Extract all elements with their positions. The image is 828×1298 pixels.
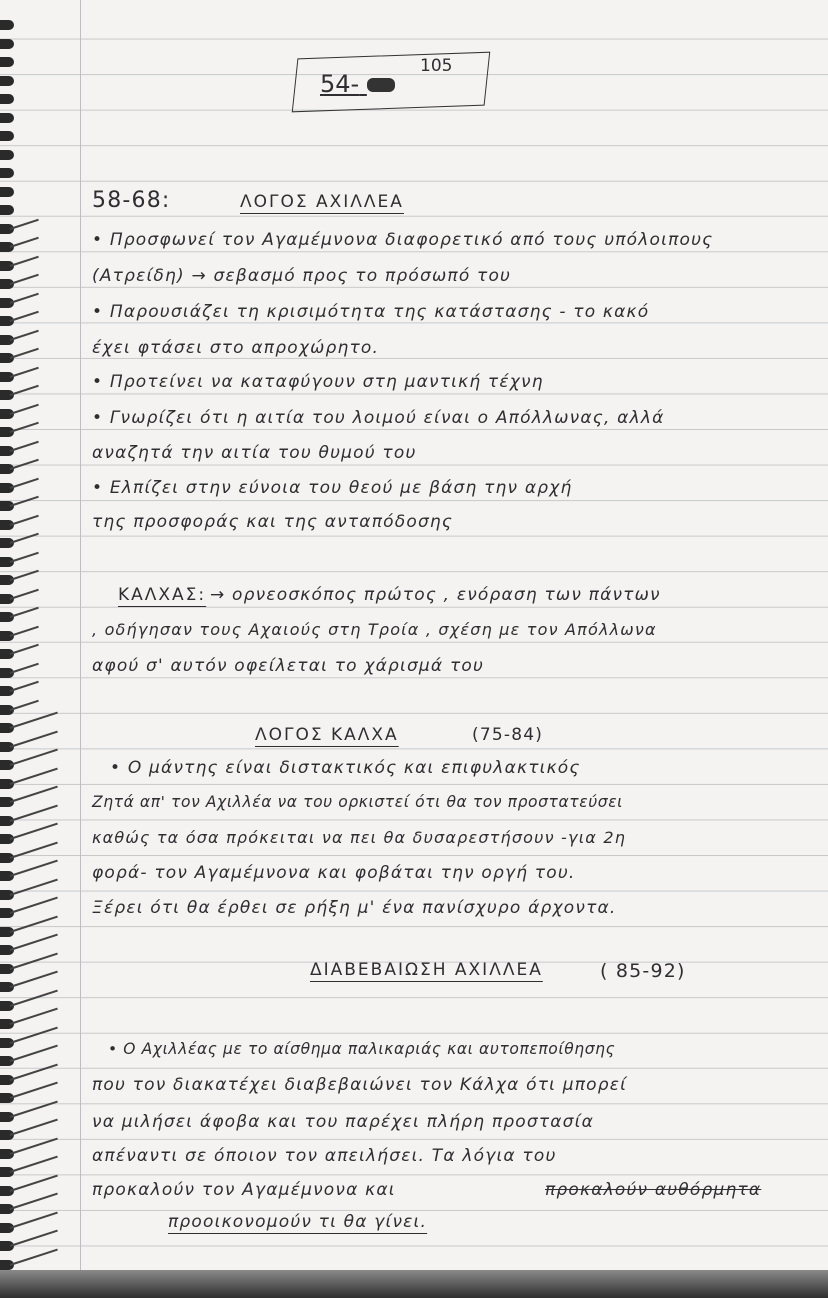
spiral-wire — [10, 237, 39, 248]
spiral-wire — [10, 730, 58, 747]
scribbled-out-number — [367, 78, 395, 92]
spiral-wire — [10, 662, 39, 673]
spiral-wire — [10, 878, 58, 895]
spiral-wire — [10, 841, 58, 858]
table-surface — [0, 1270, 828, 1298]
spiral-wire — [10, 514, 39, 525]
note-line: αφού σ' αυτόν οφείλεται το χάρισμά του — [92, 656, 485, 676]
spiral-wire — [10, 749, 58, 766]
spiral-wire — [10, 1156, 58, 1173]
spiral-wire — [10, 292, 39, 303]
note-line: έχει φτάσει στο απροχώρητο. — [92, 338, 380, 358]
spiral-wire — [10, 459, 39, 470]
spiral-hole — [0, 187, 14, 197]
spiral-wire — [10, 329, 39, 340]
section-heading: ΛΟΓΟΣ ΚΑΛΧΑ — [255, 725, 399, 745]
struck-out-text: προκαλούν αυθόρμητα — [545, 1180, 762, 1200]
section-lines-range: (75-84) — [472, 725, 544, 745]
spiral-wire — [10, 385, 39, 396]
spiral-wire — [10, 311, 39, 322]
note-line: • Ο Αχιλλέας με το αίσθημα παλικαριάς και αυτοπεποίθησης — [108, 1040, 616, 1058]
spiral-wire — [10, 255, 39, 266]
spiral-hole — [0, 76, 14, 86]
spiral-wire — [10, 786, 58, 803]
section-lines-range: ( 85-92) — [600, 960, 686, 982]
spiral-wire — [10, 348, 39, 359]
spiral-wire — [10, 1174, 58, 1191]
note-line: Ξέρει ότι θα έρθει σε ρήξη μ' ένα πανίσχυρο άρχοντα. — [92, 898, 617, 918]
spiral-hole — [0, 168, 14, 178]
section-lines-number: 58-68: — [92, 188, 171, 213]
page-range-end: 105 — [420, 56, 453, 76]
note-line: της προσφοράς και της ανταπόδοσης — [92, 512, 454, 532]
spiral-wire — [10, 989, 58, 1006]
spiral-wire — [10, 1045, 58, 1062]
note-line: Ζητά απ' τον Αχιλλέα να του ορκιστεί ότι θα τον προστατεύσει — [92, 793, 624, 811]
spiral-wire — [10, 712, 58, 729]
spiral-hole — [0, 113, 14, 123]
spiral-wire — [10, 971, 58, 988]
spiral-wire — [10, 403, 39, 414]
spiral-wire — [10, 1230, 58, 1247]
note-line: , οδήγησαν τους Αχαιούς στη Τροία , σχέση με τον Απόλλωνα — [92, 620, 657, 639]
spiral-wire — [10, 607, 39, 618]
section-heading: ΚΑΛΧΑΣ: — [118, 585, 207, 605]
spiral-wire — [10, 477, 39, 488]
page-range-start: 54- — [320, 70, 395, 98]
spiral-hole — [0, 94, 14, 104]
spiral-hole — [0, 131, 14, 141]
spiral-wire — [10, 1137, 58, 1154]
spiral-wire — [10, 1248, 58, 1265]
spiral-wire — [10, 422, 39, 433]
spiral-wire — [10, 570, 39, 581]
margin-line — [80, 0, 81, 1270]
spiral-wire — [10, 897, 58, 914]
note-line: (Ατρείδη) → σεβασμό προς το πρόσωπό του — [92, 266, 512, 286]
spiral-wire — [10, 496, 39, 507]
note-line: φορά- τον Αγαμέμνονα και φοβάται την οργή του. — [92, 863, 576, 883]
spiral-hole — [0, 57, 14, 67]
spiral-wire — [10, 1211, 58, 1228]
spiral-wire — [10, 533, 39, 544]
spiral-binding — [0, 20, 60, 1270]
spiral-wire — [10, 1100, 58, 1117]
spiral-wire — [10, 860, 58, 877]
note-line: • Προτείνει να καταφύγουν στη μαντική τέχνη — [92, 372, 544, 392]
spiral-wire — [10, 1119, 58, 1136]
spiral-hole — [0, 39, 14, 49]
note-line: → ορνεοσκόπος πρώτος , ενόραση των πάντων — [210, 585, 661, 605]
section-heading: ΛΟΓΟΣ ΑΧΙΛΛΕΑ — [240, 192, 404, 212]
spiral-wire — [10, 1193, 58, 1210]
note-line: • Προσφωνεί τον Αγαμέμνονα διαφορετικό από τους υπόλοιπους — [92, 230, 714, 250]
note-line: αναζητά την αιτία του θυμού του — [92, 443, 417, 463]
spiral-wire — [10, 699, 39, 710]
note-line: να μιλήσει άφοβα και του παρέχει πλήρη προστασία — [92, 1112, 595, 1132]
note-line: • Ο μάντης είναι διστακτικός και επιφυλακτικός — [110, 758, 581, 778]
spiral-wire — [10, 952, 58, 969]
note-line: προοικονομούν τι θα γίνει. — [168, 1212, 428, 1232]
spiral-wire — [10, 274, 39, 285]
note-line: καθώς τα όσα πρόκειται να πει θα δυσαρεστήσουν -για 2η — [92, 828, 627, 847]
note-line: • Γνωρίζει ότι η αιτία του λοιμού είναι ο Απόλλωνας, αλλά — [92, 408, 665, 428]
spiral-wire — [10, 1082, 58, 1099]
section-heading: ΔΙΑΒΕΒΑΙΩΣΗ ΑΧΙΛΛΕΑ — [310, 960, 543, 980]
spiral-wire — [10, 588, 39, 599]
spiral-hole — [0, 205, 14, 215]
spiral-wire — [10, 1026, 58, 1043]
spiral-wire — [10, 823, 58, 840]
spiral-wire — [10, 218, 39, 229]
note-line: • Παρουσιάζει τη κρισιμότητα της κατάστασης - το κακό — [92, 302, 650, 322]
note-line: απέναντι σε όποιον τον απειλήσει. Τα λόγια του — [92, 1146, 557, 1166]
spiral-wire — [10, 551, 39, 562]
spiral-wire — [10, 1008, 58, 1025]
spiral-wire — [10, 366, 39, 377]
spiral-hole — [0, 20, 14, 30]
spiral-wire — [10, 934, 58, 951]
note-line: προκαλούν τον Αγαμέμνονα και — [92, 1180, 396, 1200]
spiral-wire — [10, 1063, 58, 1080]
spiral-wire — [10, 440, 39, 451]
spiral-wire — [10, 681, 39, 692]
note-line: που τον διακατέχει διαβεβαιώνει τον Κάλχα ότι μπορεί — [92, 1075, 628, 1095]
spiral-wire — [10, 625, 39, 636]
spiral-wire — [10, 804, 58, 821]
spiral-wire — [10, 644, 39, 655]
spiral-wire — [10, 767, 58, 784]
spiral-hole — [0, 150, 14, 160]
note-line: • Ελπίζει στην εύνοια του θεού με βάση την αρχή — [92, 478, 573, 498]
spiral-wire — [10, 915, 58, 932]
